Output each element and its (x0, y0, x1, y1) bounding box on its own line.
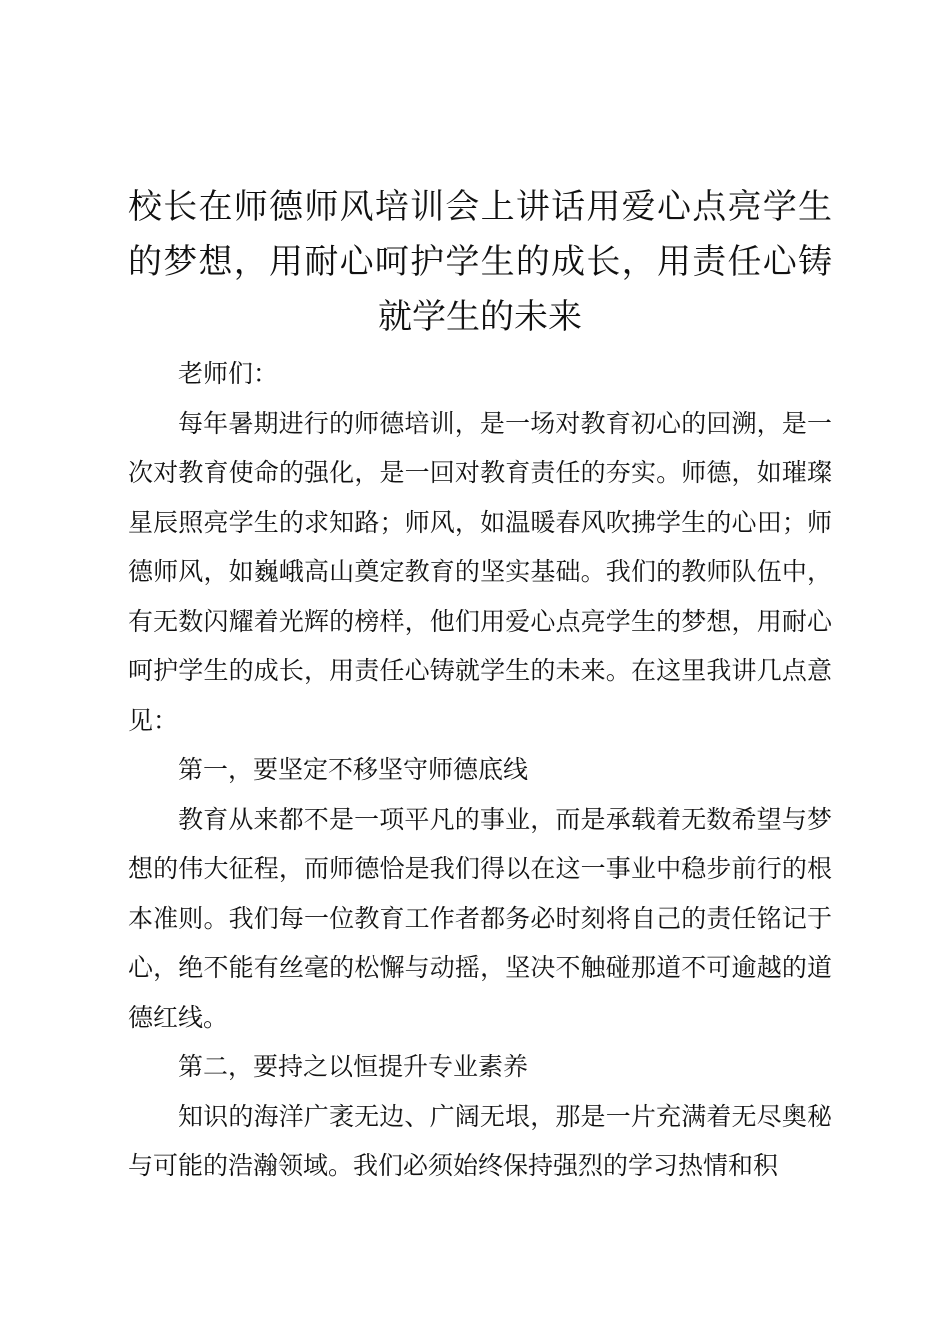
section-heading-1: 第一，要坚定不移坚守师德底线 (178, 755, 529, 784)
document-page (128, 180, 832, 1191)
document-title: 校长在师德师风培训会上讲话用爱心点亮学生的梦想，用耐心呵护学生的成长，用责任心铸就学生的未来 (128, 187, 832, 337)
section-heading-2: 第二，要持之以恒提升专业素养 (178, 1052, 529, 1081)
paragraph-intro: 每年暑期进行的师德培训，是一场对教育初心的回溯，是一次对教育使命的强化，是一回对教育责任的夯实。师德，如璀璨星辰照亮学生的求知路；师风，如温暖春风吹拂学生的心田；师德师风，如巍峨高山奠定教育的坚实基础。我们的教师队伍中，有无数闪耀着光辉的榜样，他们用爱心点亮学生的梦想，用耐心呵护学生的成长，用责任心铸就学生的未来。在这里我讲几点意见： (128, 408, 832, 735)
salutation: 老师们： (178, 359, 279, 388)
paragraph-section-2: 知识的海洋广袤无边、广阔无垠，那是一片充满着无尽奥秘与可能的浩瀚领域。我们必须始终保持强烈的学习热情和积 (128, 1101, 832, 1180)
paragraph-section-1: 教育从来都不是一项平凡的事业，而是承载着无数希望与梦想的伟大征程，而师德恰是我们得以在这一事业中稳步前行的根本准则。我们每一位教育工作者都务必时刻将自己的责任铭记于心，绝不能有丝毫的松懈与动摇，坚决不触碰那道不可逾越的道德红线。 (128, 804, 832, 1032)
